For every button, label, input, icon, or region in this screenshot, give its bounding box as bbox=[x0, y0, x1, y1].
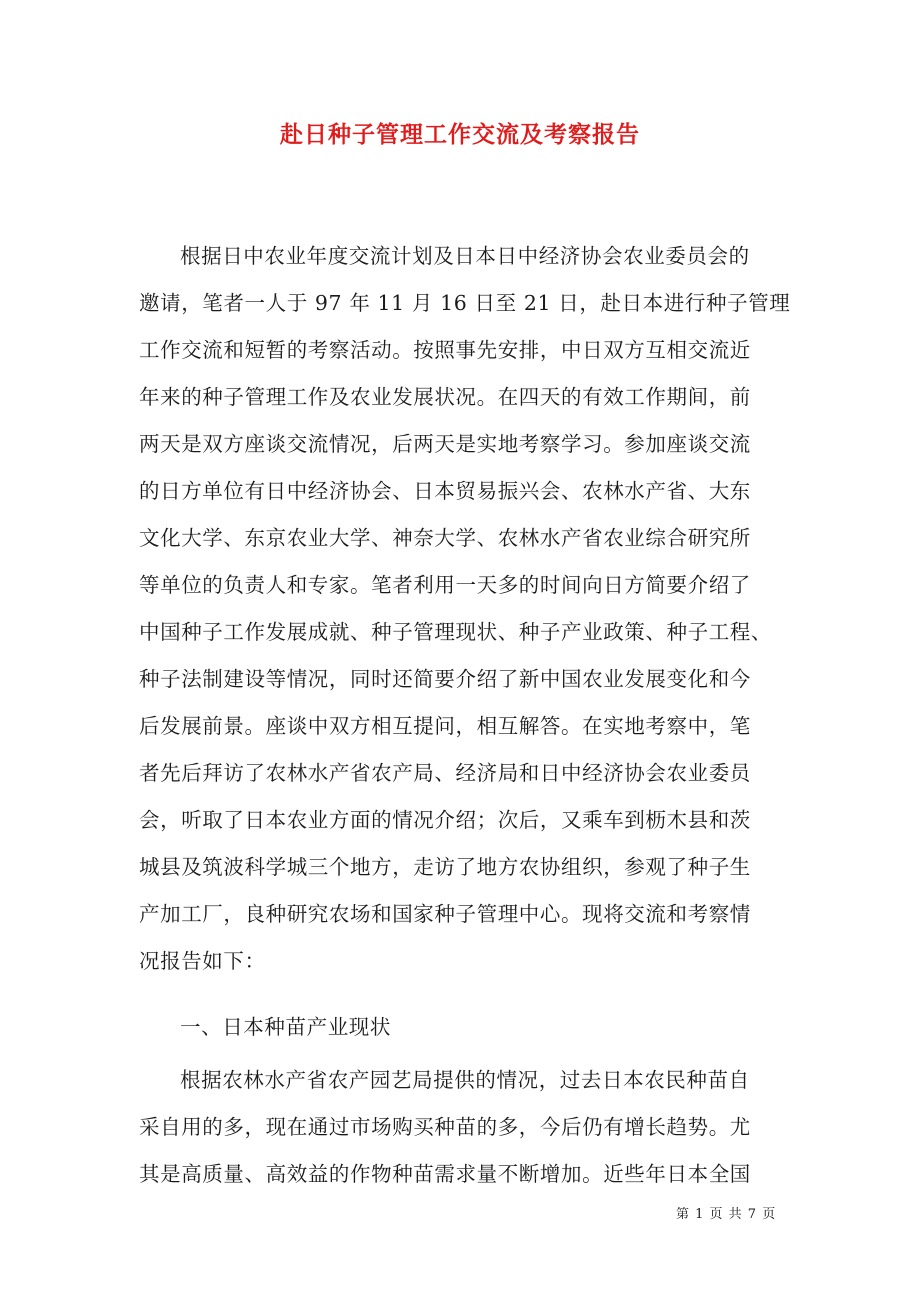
body-line: 等单位的负责人和专家。笔者利用一天多的时间向日方简要介绍了 bbox=[139, 573, 751, 597]
section-heading: 一、日本种苗产业现状 bbox=[180, 1015, 391, 1039]
body-line: 后发展前景。座谈中双方相互提问，相互解答。在实地考察中，笔 bbox=[139, 714, 751, 738]
body-line: 根据日中农业年度交流计划及日本日中经济协会农业委员会的 bbox=[180, 244, 750, 268]
body-line: 中国种子工作发展成就、种子管理现状、种子产业政策、种子工程、 bbox=[139, 620, 772, 644]
body-line: 会，听取了日本农业方面的情况介绍；次后，又乘车到枥木县和茨 bbox=[139, 808, 751, 832]
body-line: 两天是双方座谈交流情况，后两天是实地考察学习。参加座谈交流 bbox=[139, 432, 751, 456]
document-title: 赴日种子管理工作交流及考察报告 bbox=[280, 121, 640, 148]
body-line: 者先后拜访了农林水产省农产局、经济局和日中经济协会农业委员 bbox=[139, 761, 751, 785]
body-line: 产加工厂，良种研究农场和国家种子管理中心。现将交流和考察情 bbox=[139, 902, 751, 926]
body-line: 的日方单位有日中经济协会、日本贸易振兴会、农林水产省、大东 bbox=[139, 479, 751, 503]
body-line: 根据农林水产省农产园艺局提供的情况，过去日本农民种苗自 bbox=[180, 1068, 750, 1092]
body-line: 文化大学、东京农业大学、神奈大学、农林水产省农业综合研究所 bbox=[139, 526, 751, 550]
page-number: 第 1 页 共 7 页 bbox=[676, 1207, 777, 1222]
body-line: 其是高质量、高效益的作物种苗需求量不断增加。近些年日本全国 bbox=[139, 1162, 751, 1186]
body-line: 邀请，笔者一人于 97 年 11 月 16 日至 21 日，赴日本进行种子管理 bbox=[139, 291, 791, 315]
body-line: 况报告如下： bbox=[139, 949, 266, 973]
body-line: 城县及筑波科学城三个地方，走访了地方农协组织，参观了种子生 bbox=[139, 855, 751, 879]
body-line: 种子法制建设等情况，同时还简要介绍了新中国农业发展变化和今 bbox=[139, 667, 751, 691]
body-line: 年来的种子管理工作及农业发展状况。在四天的有效工作期间，前 bbox=[139, 385, 751, 409]
body-line: 工作交流和短暂的考察活动。按照事先安排，中日双方互相交流近 bbox=[139, 338, 751, 362]
body-line: 采自用的多，现在通过市场购买种苗的多，今后仍有增长趋势。尤 bbox=[139, 1115, 751, 1139]
